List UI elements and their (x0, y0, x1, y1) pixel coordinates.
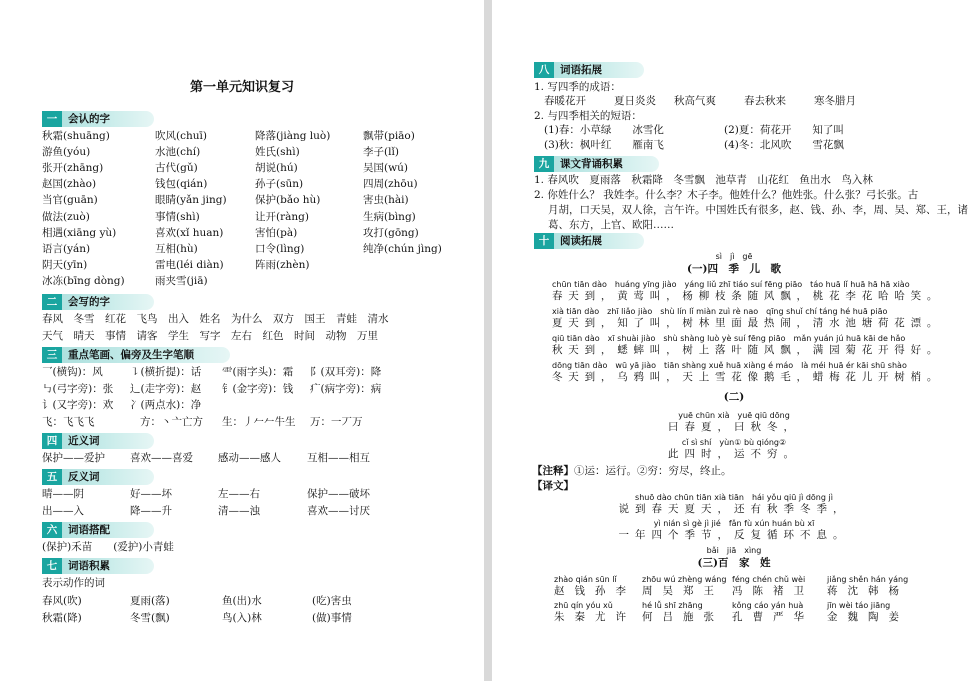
stroke-item: ㇉(弓字旁)：张 (42, 382, 114, 395)
recite-line-4: 葛、东方，上官、欧阳…… (548, 219, 674, 231)
synonym-pair: 互相——相互 (307, 452, 370, 464)
synonym-pair: 喜欢——喜爱 (130, 452, 193, 464)
section-header-1: 一 会认的字 (42, 111, 154, 127)
recognize-word: 做法(zuò) (42, 210, 90, 223)
stroke-item: 生：丿𠂉𠂉牛生 (222, 415, 296, 428)
poem2-trans2-pinyin: yì nián sì gè jì jié fǎn fù xún huán bù xī (653, 519, 815, 528)
surname-pinyin: hé lǚ shī zhāng (642, 601, 703, 610)
surname-group: 蒋沈韩杨 (827, 585, 909, 597)
collocation-text: (保护)禾苗 (爱护)小青蛙 (42, 541, 174, 553)
recognize-word: 赵国(zhào) (42, 178, 97, 191)
stroke-item: 乛(横钩)：风 (42, 366, 103, 378)
recognize-word: 钱包(qián) (155, 178, 208, 191)
stroke-item: ㇊(横折提)：话 (130, 366, 202, 378)
antonym-pair: 清——浊 (218, 505, 260, 517)
recognize-word: 秋霜(shuāng) (42, 130, 110, 142)
antonym-pair: 晴——阴 (42, 488, 84, 500)
recognize-word: 降落(jiàng luò) (255, 130, 331, 142)
action-word: (吃)害虫 (312, 595, 352, 607)
recognize-word: 纯净(chún jìng) (363, 242, 442, 255)
recognize-word: 害虫(hài) (363, 194, 409, 207)
season-idiom: 秋高气爽 (674, 95, 716, 107)
season-idiom: 寒冬腊月 (814, 95, 856, 107)
stroke-item: 阝(双耳旁)：降 (310, 366, 382, 378)
poem1-title: (一)四 季 儿 歌 (687, 263, 781, 275)
poem1-line-text: 秋天到，蟋蟀叫，树上落叶随风飘，满园菊花开得好。 (552, 344, 944, 356)
antonym-pair: 降——升 (130, 505, 172, 517)
poem2-line1-pinyin: yuē chūn xià yuē qiū dōng (678, 411, 790, 420)
surname-pinyin: zhào qián sūn lǐ (554, 575, 617, 584)
section-header-8: 八 词语拓展 (534, 62, 644, 78)
surname-pinyin: zhōu wú zhèng wáng (642, 575, 727, 584)
poem1-line-pinyin: xià tiān dào zhī liǎo jiào shù lín lǐ miàn zuì rè nao qīng shuǐ chí táng hé huā piāo (552, 307, 888, 316)
action-word: 夏雨(落) (130, 595, 170, 607)
surname-group: 赵钱孙李 (554, 585, 636, 597)
season-idiom: 春去秋来 (744, 95, 786, 107)
poem1-title-pinyin: sì jì gē (715, 252, 753, 261)
recognize-word: 当官(guān) (42, 194, 98, 207)
recognize-word: 害怕(pà) (255, 226, 298, 239)
recognize-word: 口令(lìng) (255, 242, 305, 255)
surname-pinyin: kǒng cáo yán huà (732, 601, 804, 610)
section-header-10: 十 阅读拓展 (534, 233, 644, 249)
action-word: 冬雪(飘) (130, 612, 170, 624)
season-idiom: 春暖花开 (544, 95, 586, 107)
antonym-pair: 左——右 (218, 488, 260, 500)
recognize-word: 雷电(léi diàn) (155, 258, 224, 271)
recognize-word: 相遇(xiāng yù) (42, 226, 117, 239)
poem2-translation-label: 【译文】 (532, 480, 574, 492)
antonym-pair: 出——入 (42, 505, 84, 517)
left-page (0, 0, 484, 681)
poem2-line2-pinyin: cǐ sì shí yùn① bù qióng② (681, 438, 787, 447)
surname-pinyin: jiǎng shěn hán yáng (827, 575, 909, 584)
season-phrase: (2)夏：荷花开 知了叫 (724, 124, 844, 136)
poem2-line1: 曰春夏，曰秋冬， (668, 421, 800, 433)
section-header-3: 三 重点笔画、偏旁及生字笔顺 (42, 347, 230, 363)
section-header-4: 四 近义词 (42, 433, 154, 449)
recognize-word: 古代(gǔ) (155, 162, 198, 175)
recognize-word: 攻打(gōng) (363, 226, 419, 239)
section-header-9: 九 课文背诵积累 (534, 156, 659, 172)
surname-group: 金魏陶姜 (827, 611, 909, 623)
section-header-7: 七 词语积累 (42, 558, 154, 574)
recognize-word: 四周(zhōu) (363, 178, 418, 191)
recognize-word: 眼睛(yǎn jing) (155, 194, 227, 207)
poem2-line2: 此四时，运不穷。 (668, 448, 800, 460)
surname-pinyin: jīn wèi táo jiāng (827, 601, 891, 610)
recite-line-3: 月胡，口天吴，双人徐，言午许。中国姓氏有很多，赵、钱、孙、李，周、吴、郑、王，诸 (548, 204, 968, 216)
surname-group: 何吕施张 (642, 611, 724, 623)
poem2-trans1: 说到春天夏天，还有秋季冬季， (618, 503, 850, 515)
poem1-line-text: 夏天到，知了叫，树林里面最热闹，清水池塘荷花漂。 (552, 317, 944, 329)
antonym-pair: 喜欢——讨厌 (307, 505, 370, 517)
phrases-question: 2. 与四季相关的短语： (534, 110, 642, 122)
recognize-word: 生病(bìng) (363, 210, 416, 223)
action-words-subtitle: 表示动作的词 (42, 577, 105, 589)
surname-pinyin: féng chén chǔ wèi (732, 575, 806, 584)
stroke-item: 辶(走字旁)：赵 (130, 382, 202, 395)
recite-line-2: 2. 你姓什么？ 我姓李。什么李？木子李。他姓什么？他姓张。什么张？弓长张。古 (534, 189, 919, 201)
right-page (492, 0, 976, 681)
poem2-trans1-pinyin: shuō dào chūn tiān xià tiān hái yǒu qiū jì dōng jì (635, 493, 833, 502)
recognize-word: 阵雨(zhèn) (255, 258, 310, 271)
write-row-2: 天气 晴天 事情 请客 学生 写字 左右 红色 时间 动物 万里 (42, 330, 378, 342)
recognize-word: 冰冻(bīng dòng) (42, 274, 125, 287)
surname-group: 冯陈褚卫 (732, 585, 814, 597)
section-header-6: 六 词语搭配 (42, 522, 154, 538)
recognize-word: 胡说(hú) (255, 162, 298, 175)
recognize-word: 雨夹雪(jiā) (155, 274, 208, 287)
poem1-line-text: 冬天到，乌鸦叫，天上雪花像鹅毛，蜡梅花儿开树梢。 (552, 371, 944, 383)
stroke-item: 飞：飞飞飞 (42, 415, 95, 428)
idioms-question: 1. 写四季的成语： (534, 81, 621, 93)
action-word: 鱼(出)水 (222, 595, 262, 607)
poem1-line-pinyin: chūn tiān dào huáng yīng jiào yáng liǔ zhī tiáo suí fēng piāo táo huā lǐ huā hā hā xiào (552, 280, 910, 289)
action-word: 鸟(入)林 (222, 612, 262, 624)
recite-line-1: 1. 春风吹 夏雨落 秋霜降 冬雪飘 池草青 山花红 鱼出水 鸟入林 (534, 174, 873, 186)
surname-group: 周吴郑王 (642, 585, 724, 597)
stroke-item: 冫(两点水)：净 (130, 399, 202, 411)
antonym-pair: 好——坏 (130, 488, 172, 500)
stroke-item: 疒(病字旁)：病 (310, 382, 382, 395)
recognize-word: 姓氏(shì) (255, 146, 300, 159)
season-phrase: (3)秋：枫叶红 雁南飞 (544, 139, 664, 151)
page-title: 第一单元知识复习 (189, 80, 294, 95)
recognize-word: 飘带(piāo) (363, 130, 415, 142)
season-phrase: (4)冬：北风吹 雪花飘 (724, 139, 844, 151)
recognize-word: 水池(chí) (155, 146, 201, 159)
poem3-title: (三)百 家 姓 (697, 557, 771, 569)
section-header-5: 五 反义词 (42, 469, 154, 485)
poem3-title-pinyin: bǎi jiā xìng (706, 546, 762, 555)
recognize-word: 李子(lǐ) (363, 146, 399, 159)
poem2-title: (二) (723, 391, 745, 403)
poem2-notes: 【注释】①运：运行。②穷：穷尽，终止。 (532, 465, 732, 477)
stroke-item: 方：丶亠亡方 (140, 415, 203, 428)
write-row-1: 春风 冬雪 红花 飞鸟 出入 姓名 为什么 双方 国王 青蛙 清水 (42, 313, 389, 325)
stroke-item: 钅(金字旁)：钱 (222, 382, 294, 395)
surname-group: 孔曹严华 (732, 611, 814, 623)
recognize-word: 游鱼(yóu) (42, 146, 91, 159)
poem1-line-pinyin: qiū tiān dào xī shuài jiào shù shàng luò yè suí fēng piāo mǎn yuán jú huā kāi de hǎo (552, 334, 906, 343)
stroke-item: ⻗(雨字头)：霜 (222, 366, 294, 378)
poem2-trans2: 一年四个季节，反复循环不息。 (618, 529, 850, 541)
recognize-word: 阴天(yīn) (42, 258, 88, 271)
action-word: (做)事情 (312, 612, 352, 624)
antonym-pair: 保护——破坏 (307, 488, 370, 500)
surname-group: 朱秦尤许 (554, 611, 636, 623)
recognize-word: 张开(zhāng) (42, 162, 104, 175)
recognize-word: 保护(bǎo hù) (255, 194, 321, 207)
recognize-word: 语言(yán) (42, 242, 91, 255)
poem1-line-text: 春天到，黄莺叫，杨柳枝条随风飘，桃花李花哈哈笑。 (552, 290, 944, 302)
poem1-line-pinyin: dōng tiān dào wū yā jiào tiān shàng xuě huā xiàng é máo là méi huā ér kāi shū shào (552, 361, 907, 370)
action-word: 春风(吹) (42, 595, 82, 607)
season-idiom: 夏日炎炎 (614, 95, 656, 107)
recognize-word: 吹风(chuī) (155, 130, 207, 142)
recognize-word: 孙子(sūn) (255, 178, 304, 191)
section-header-2: 二 会写的字 (42, 294, 154, 310)
action-word: 秋霜(降) (42, 612, 82, 624)
recognize-word: 互相(hù) (155, 242, 198, 255)
surname-pinyin: zhū qín yóu xǔ (554, 601, 613, 610)
recognize-word: 事情(shì) (155, 210, 200, 223)
stroke-item: 讠(又字旁)：欢 (42, 399, 114, 411)
recognize-word: 让开(ràng) (255, 210, 309, 223)
season-phrase: (1)春：小草绿 冰雪化 (544, 124, 664, 136)
recognize-word: 吴国(wú) (363, 162, 408, 175)
synonym-pair: 保护——爱护 (42, 452, 105, 464)
recognize-word: 喜欢(xǐ huan) (155, 226, 224, 239)
stroke-item: 万：一丆万 (310, 415, 363, 428)
synonym-pair: 感动——感人 (218, 452, 281, 464)
